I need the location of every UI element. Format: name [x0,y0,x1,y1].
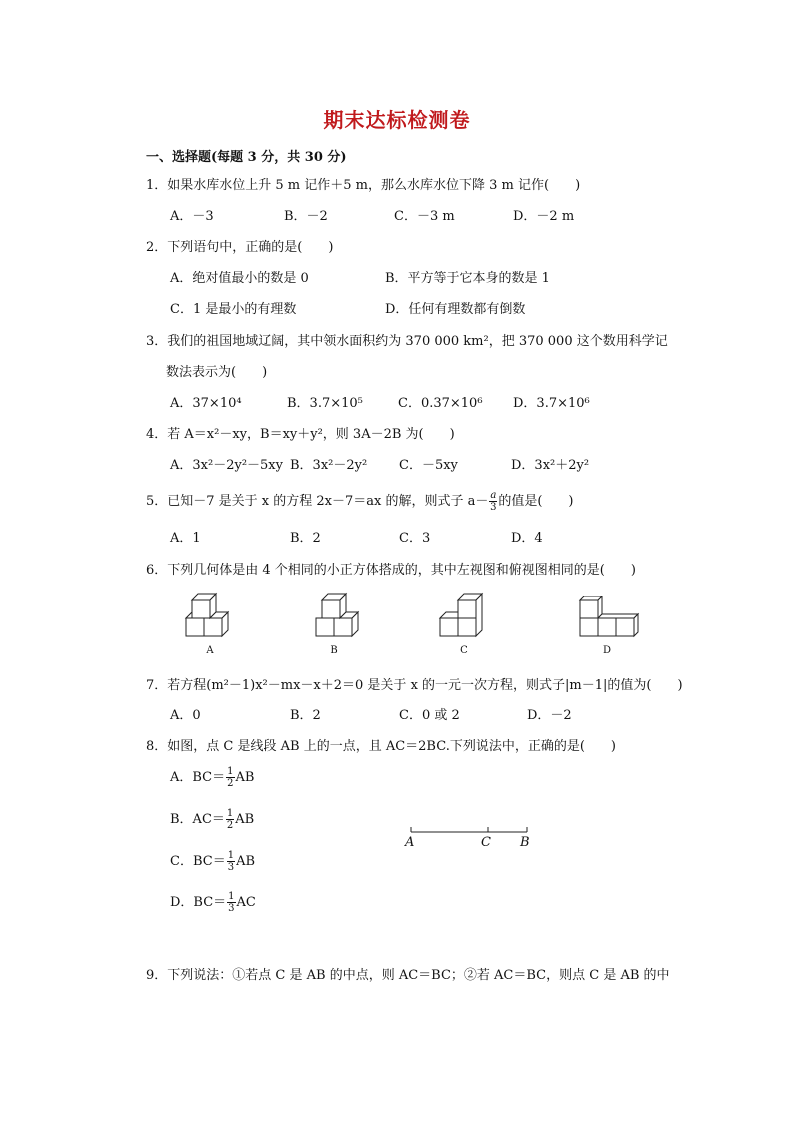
q7-option-a: A．0 [170,708,201,723]
question-3-stem-line1: 3．我们的祖国地域辽阔，其中领水面积约为 370 000 km²，把 370 000 这个数用科学记 [146,334,668,349]
q7-option-c: C．0 或 2 [399,708,460,723]
q8-d-prefix: D．BC＝ [170,895,227,910]
q8-a-denominator: 2 [227,778,234,789]
figure-c-cubes [434,588,498,642]
question-1-stem: 1．如果水库水位上升 5 m 记作＋5 m，那么水库水位下降 3 m 记作( ) [146,178,581,193]
question-9-stem: 9．下列说法：①若点 C 是 AB 的中点，则 AC＝BC；②若 AC＝BC，则点 C 是 AB 的中 [146,968,670,983]
point-b-label: B [520,835,530,850]
q2-option-b: B．平方等于它本身的数是 1 [385,271,550,286]
figure-a-label: A [206,645,214,656]
q5-stem-post: 的值是( ) [498,494,574,509]
q5-option-a: A．1 [170,531,201,546]
q1-option-d: D．－2 m [513,209,575,224]
question-3-stem-line2: 数法表示为( ) [166,365,268,380]
figure-b-label: B [330,645,338,656]
question-5-stem [146,490,574,513]
question-2-stem: 2．下列语句中，正确的是( ) [146,240,334,255]
q4-option-c: C．－5xy [399,458,458,473]
q8-option-c [170,850,255,873]
q8-d-denominator: 3 [228,903,235,914]
q1-option-c: C．－3 m [394,209,455,224]
q5-option-b: B．2 [290,531,321,546]
q8-d-suffix: AC [236,895,256,910]
q3-option-d: D．3.7×10⁶ [513,396,590,411]
figure-a-cubes [180,592,240,642]
q5-option-c: C．3 [399,531,431,546]
point-c-label: C [481,835,491,850]
page-title: 期末达标检测卷 [323,108,471,132]
figure-c-label: C [460,645,468,656]
q8-c-suffix: AB [236,854,256,869]
q1-option-b: B．－2 [284,209,328,224]
q8-option-d [170,891,256,914]
q5-fraction-numerator: a [490,490,497,501]
figure-d-cubes [574,596,642,642]
q8-a-fraction [226,766,234,789]
q5-fraction [489,490,497,513]
q1-option-a: A．－3 [170,209,214,224]
q5-option-d: D．4 [511,531,543,546]
question-4-stem: 4．若 A＝x²－xy，B＝xy＋y²，则 3A－2B 为( ) [146,427,455,442]
q2-option-c: C．1 是最小的有理数 [170,302,297,317]
q8-b-prefix: B．AC＝ [170,812,225,827]
q8-option-a [170,766,254,789]
q8-c-fraction [227,850,235,873]
q4-option-d: D．3x²＋2y² [511,458,590,473]
q8-b-denominator: 2 [226,820,234,831]
q8-c-numerator: 1 [227,850,235,861]
q8-c-denominator: 3 [227,862,235,873]
q8-a-numerator: 1 [227,766,234,777]
question-8-stem: 8．如图，点 C 是线段 AB 上的一点，且 AC＝2BC.下列说法中，正确的是( ) [146,739,616,754]
q8-a-suffix: AB [235,770,255,785]
question-6-stem: 6．下列几何体是由 4 个相同的小正方体搭成的，其中左视图和俯视图相同的是( ) [146,563,636,578]
q8-a-prefix: A．BC＝ [170,770,226,785]
q3-option-a: A．37×10⁴ [170,396,242,411]
q7-option-d: D．－2 [527,708,572,723]
q8-b-numerator: 1 [226,808,234,819]
question-7-stem: 7．若方程(m²－1)x²－mx－x＋2＝0 是关于 x 的一元一次方程，则式子|m－1|的值为( ) [146,678,683,693]
line-segment-figure [400,822,540,852]
q8-option-b [170,808,254,831]
q2-option-d: D．任何有理数都有倒数 [385,302,526,317]
q5-fraction-denominator: 3 [490,502,497,513]
q3-option-b: B．3.7×10⁵ [287,396,363,411]
q3-option-c: C．0.37×10⁶ [398,396,483,411]
figure-b-cubes [308,592,368,642]
q8-c-prefix: C．BC＝ [170,854,226,869]
q8-b-suffix: AB [235,812,255,827]
figure-d-label: D [602,645,612,656]
q7-option-b: B．2 [290,708,321,723]
point-a-label: A [405,835,415,850]
section-heading: 一、选择题(每题 3 分，共 30 分) [146,150,347,165]
q4-option-b: B．3x²－2y² [290,458,368,473]
q8-d-numerator: 1 [228,891,235,902]
q8-b-fraction [226,808,234,831]
q8-d-fraction [227,891,235,914]
q5-stem-pre: 5．已知－7 是关于 x 的方程 2x－7＝ax 的解，则式子 a－ [146,494,489,509]
q4-option-a: A．3x²－2y²－5xy [170,458,283,473]
q2-option-a: A．绝对值最小的数是 0 [170,271,309,286]
